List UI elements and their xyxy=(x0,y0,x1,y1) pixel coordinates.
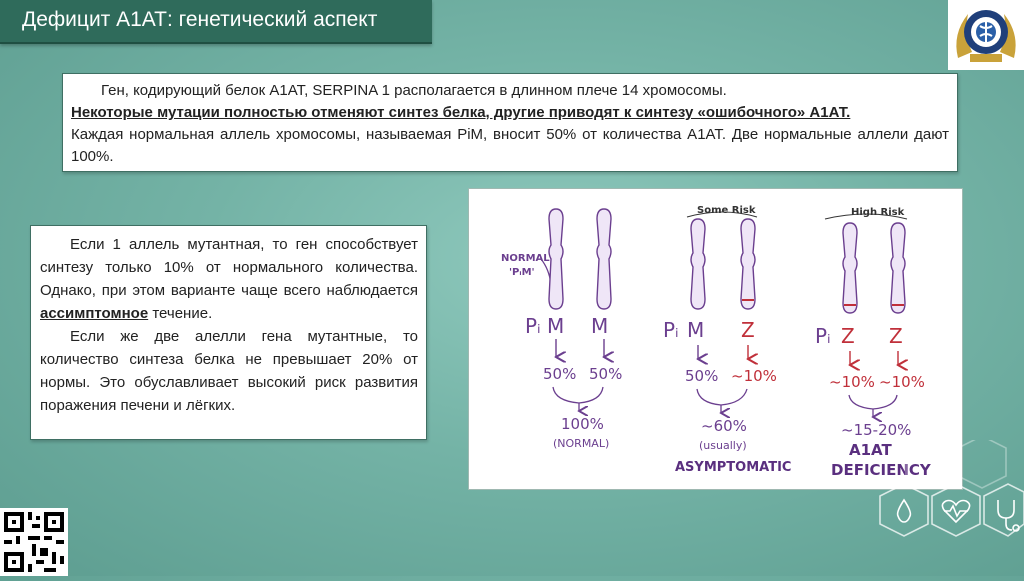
chromosome-m1 xyxy=(549,209,563,309)
allele-3b: Z xyxy=(889,324,903,348)
total-deficiency: ~15-20% xyxy=(841,421,912,439)
para1-end: течение. xyxy=(148,305,213,322)
allele-2b: Z xyxy=(741,318,755,342)
allele-3a: Z xyxy=(841,324,855,348)
pi-label-3: Pᵢ xyxy=(815,324,831,348)
intro-line-1: Ген, кодирующий белок А1АТ, SERPINA 1 располагается в длинном плече 14 хромосомы. xyxy=(101,82,727,99)
allele-1b: M xyxy=(591,314,609,338)
mutation-paragraph-1 xyxy=(40,233,418,325)
chromosome-m2 xyxy=(597,209,611,309)
total-asymptomatic-note: (usually) xyxy=(699,439,747,452)
heart-icon xyxy=(942,501,969,523)
asymptomatic-term: ассимптомное xyxy=(40,305,149,322)
high-risk-label: High Risk xyxy=(851,207,905,218)
intro-text-box xyxy=(62,73,958,172)
normal-label: NORMAL xyxy=(501,253,550,264)
total-normal-note: (NORMAL) xyxy=(553,437,610,450)
percent-3a: ~10% xyxy=(829,373,875,391)
asymptomatic-label: ASYMPTOMATIC xyxy=(675,460,792,475)
percent-2a: 50% xyxy=(685,367,719,385)
percent-3b: ~10% xyxy=(879,373,925,391)
total-asymptomatic: ~60% xyxy=(701,417,747,435)
percent-1b: 50% xyxy=(589,365,623,383)
total-normal: 100% xyxy=(561,415,604,433)
pi-label-2: Pᵢ xyxy=(663,318,679,342)
percent-1a: 50% xyxy=(543,365,577,383)
deficiency-label: DEFICIENCY xyxy=(831,461,931,479)
qr-code xyxy=(0,508,68,576)
chromosome-z1 xyxy=(741,219,755,309)
drop-icon xyxy=(898,500,911,522)
university-logo xyxy=(948,0,1024,70)
qr-code-icon xyxy=(0,508,68,576)
title-bar xyxy=(0,0,432,44)
mutation-text-box xyxy=(30,225,427,440)
chromosome-z2 xyxy=(843,223,857,313)
chromosome-m3 xyxy=(691,219,705,309)
allele-2a: M xyxy=(687,318,705,342)
a1at-label: A1AT xyxy=(849,441,892,459)
percent-2b: ~10% xyxy=(731,367,777,385)
medical-hexagon-decoration xyxy=(840,440,1024,576)
emblem-icon xyxy=(948,0,1024,70)
some-risk-label: Some Risk xyxy=(697,205,756,216)
normal-sublabel: 'PᵢM' xyxy=(509,267,535,278)
allele-1a: M xyxy=(547,314,565,338)
pi-label-1: Pᵢ xyxy=(525,314,541,338)
mutation-paragraph-2: Если же две алелли гена мутантные, то количество синтеза белка не превышает 20% от нормы. Это обуславливает высокий риск развития поражения печени и лёгких. xyxy=(40,328,418,414)
intro-line-2: Некоторые мутации полностью отменяют синтез белка, другие приводят к синтезу «ошибочного» А1АТ. xyxy=(71,104,851,121)
stethoscope-icon xyxy=(998,500,1019,531)
slide-title: Дефицит А1АТ: генетический аспект xyxy=(22,8,378,31)
intro-line-3: Каждая нормальная аллель хромосомы, называемая PiM, вносит 50% от количества А1АТ. Две нормальные аллели дают 100%. xyxy=(71,126,949,165)
para1-text: Если 1 аллель мутантная, то ген способствует синтезу только 10% от нормального количества. Однако, при этом варианте чаще всего наблюдается xyxy=(40,236,418,299)
chromosome-z3 xyxy=(891,223,905,313)
